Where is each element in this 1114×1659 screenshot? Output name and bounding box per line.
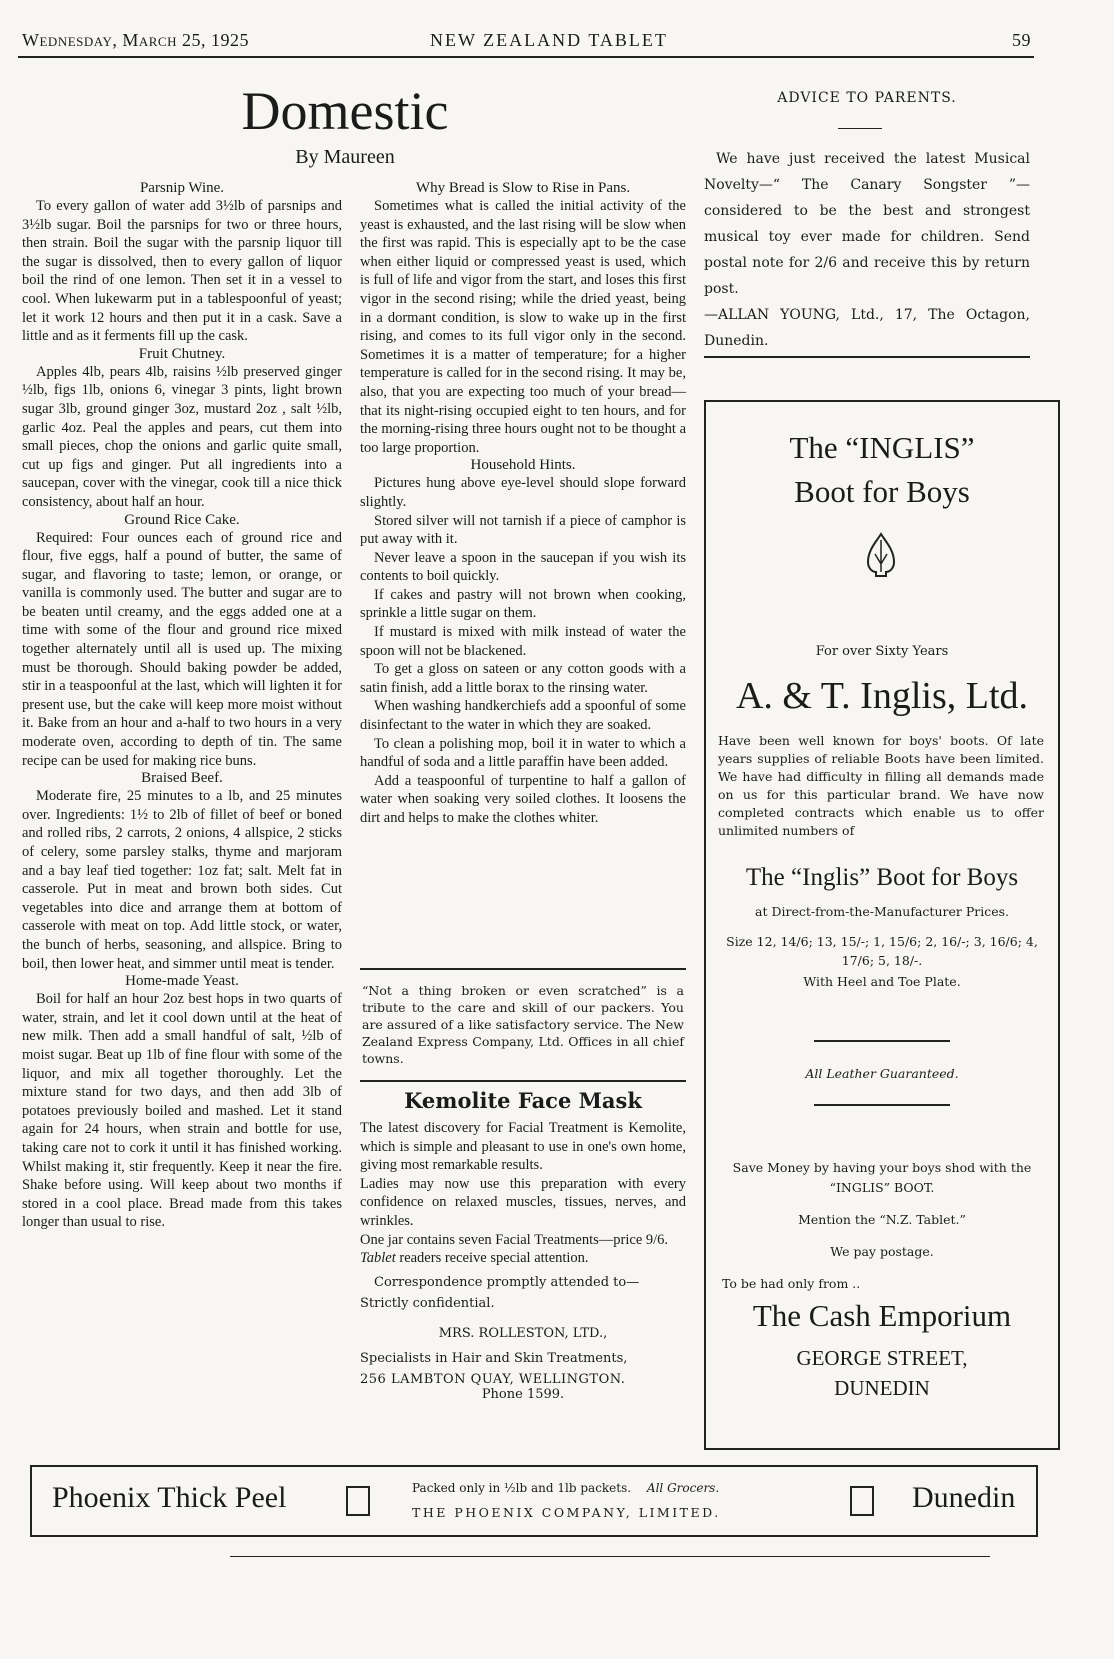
kemolite-tablet-italic: Tablet xyxy=(360,1250,396,1267)
header-date: Wednesday, March 25, 1925 xyxy=(22,30,249,50)
hint-item: To clean a polishing mop, boil it in water to which a handful of soda and a little paraffin have been added. xyxy=(360,735,686,771)
header-rule xyxy=(18,56,1034,58)
inglis-ad-box xyxy=(704,400,1060,1450)
kemolite-company: MRS. ROLLESTON, LTD., xyxy=(438,1325,608,1341)
inglis-save: Save Money by having your boys shod with the “INGLIS” BOOT. xyxy=(732,1160,1032,1195)
phoenix-box-right xyxy=(850,1486,874,1516)
inglis-line1: The “INGLIS” xyxy=(789,430,975,465)
kemolite-p5: Correspondence promptly attended to—Strictly confidential. xyxy=(360,1274,640,1311)
phoenix-packed: Packed only in ½lb and 1lb packets. xyxy=(412,1481,632,1495)
kemolite-title: Kemolite Face Mask xyxy=(404,1088,642,1113)
phoenix-middle-1 xyxy=(412,1481,719,1495)
kemolite-ad xyxy=(360,1088,686,1402)
inglis-rule-1 xyxy=(814,1040,950,1042)
phoenix-ad-box xyxy=(30,1465,1038,1537)
express-top-rule xyxy=(360,968,686,970)
kemolite-specialists: Specialists in Hair and Skin Treatments, xyxy=(360,1350,628,1366)
phoenix-left: Phoenix Thick Peel xyxy=(52,1481,287,1514)
inglis-to-be-had: To be had only from .. xyxy=(722,1276,861,1291)
bread-title: Why Bread is Slow to Rise in Pans. xyxy=(415,180,631,196)
hint-item: Stored silver will not tarnish if a piece of camphor is put away with it. xyxy=(360,512,686,548)
kemolite-address: 256 LAMBTON QUAY, WELLINGTON. xyxy=(360,1371,626,1387)
hint-item: If cakes and pastry will not brown when cooking, sprinkle a little sugar on them. xyxy=(360,586,686,622)
kemolite-p1: The latest discovery for Facial Treatment is Kemolite, which is simple and pleasant to use in one's own home, giving most remarkable results. xyxy=(360,1120,686,1174)
inglis-text: Have been well known for boys' boots. Of late years supplies of reliable Boots have been limited. We have had difficulty in filling all demands made on us for this particular brand. We have now completed contracts which enable us to offer unlimited numbers of xyxy=(718,733,1044,838)
page-number: 59 xyxy=(1012,30,1031,50)
inglis-guarantee: All Leather Guaranteed. xyxy=(805,1066,959,1081)
hint-item: Pictures hung above eye-level should slope forward slightly. xyxy=(360,475,686,510)
inglis-store: The Cash Emporium xyxy=(752,1298,1012,1333)
hint-item: To get a gloss on sateen or any cotton goods with a satin finish, add a little borax to the rinsing water. xyxy=(360,661,686,696)
kemolite-p4 xyxy=(360,1249,686,1268)
inglis-company: A. & T. Inglis, Ltd. xyxy=(735,675,1029,717)
inglis-heel: With Heel and Toe Plate. xyxy=(803,974,961,989)
kemolite-p3: One jar contains seven Facial Treatments—price 9/6. xyxy=(360,1231,669,1248)
hint-item: Never leave a spoon in the saucepan if you wish its contents to boil quickly. xyxy=(360,549,686,585)
kemolite-phone: Phone 1599. xyxy=(481,1386,565,1402)
advice-text: We have just received the latest Musical Novelty—“ The Canary Songster ”—considered to be the best and strongest musical toy ever made for children. Send postal note for 2/6 and receive this by return post. xyxy=(704,151,1030,297)
chutney-text: Apples 4lb, pears 4lb, raisins ½lb preserved ginger ½lb, figs 1lb, onions 6, vinegar 3 pints, light brown sugar 3lb, ground ginger 3oz, mustard 2oz , salt ½lb, garlic 4oz. Peal the apples and pears, cut them into small pieces, chop the onions and garlic quite small, cut up figs and ginger. Put all ingredients into a saucepan, cover with the vinegar, cook till a nice thick consistency, about half an hour. xyxy=(22,363,342,510)
ricecake-text: Required: Four ounces each of ground rice and flour, five eggs, half a pound of butter, the same of sugar, and flavoring to taste; lemon, or orange, or vanilla is commonly used. The butter and sugar are to be beaten until creamy, and the eggs added one at a time with some of the flour and ground rice mixed together alternately until all is used up. The mixing must be thorough. Should baking powder be added, stir in a teaspoonful at the last, which will lighten it for present use, but the cake will keep more moist without it. Bake from an hour and a-half to two hours in a very moderate oven, according to depth of tin. The same recipe can be used for making rice buns. xyxy=(22,529,342,769)
advice-title-rule xyxy=(838,128,882,129)
hint-item: If mustard is mixed with milk instead of water the spoon will not be blackened. xyxy=(360,624,686,659)
advice-bottom-rule xyxy=(704,356,1030,358)
footer-rule xyxy=(230,1556,990,1557)
ricecake-title: Ground Rice Cake. xyxy=(124,511,240,528)
kemolite-p2: Ladies may now use this preparation with every confidence on relaxed muscles, tissues, nerves, and wrinkles. xyxy=(360,1175,686,1229)
domestic-middle-column xyxy=(360,180,686,828)
phoenix-box-left xyxy=(346,1486,370,1516)
inglis-line2: Boot for Boys xyxy=(794,474,970,509)
hint-item: When washing handkerchiefs add a spoonful of some disinfectant to the water in which they are soaked. xyxy=(360,698,686,734)
publication-title: NEW ZEALAND TABLET xyxy=(430,30,668,50)
domestic-left-column xyxy=(22,180,342,1232)
phoenix-grocers: All Grocers. xyxy=(646,1481,720,1495)
chutney-title: Fruit Chutney. xyxy=(138,345,226,362)
inglis-prices-intro: at Direct-from-the-Manufacturer Prices. xyxy=(755,904,1009,919)
express-bottom-rule xyxy=(360,1080,686,1082)
yeast-title: Home-made Yeast. xyxy=(125,973,239,990)
advice-signature: —ALLAN YOUNG, Ltd., 17, The Octagon, Dunedin. xyxy=(704,307,1030,349)
inglis-sizes: Size 12, 14/6; 13, 15/-; 1, 15/6; 2, 16/-; 3, 16/6; 4, 17/6; 5, 18/-. xyxy=(726,934,1038,968)
advice-title: ADVICE TO PARENTS. xyxy=(777,90,957,106)
domestic-title: Domestic xyxy=(241,81,449,141)
hints-title: Household Hints. xyxy=(470,457,576,474)
phoenix-middle-2: THE PHOENIX COMPANY, LIMITED. xyxy=(412,1505,721,1520)
boot-tree-icon xyxy=(864,532,898,578)
inglis-mention: Mention the “N.Z. Tablet.” xyxy=(798,1212,966,1227)
inglis-rule-2 xyxy=(814,1104,950,1106)
yeast-text: Boil for half an hour 2oz best hops in two quarts of water, strain, and let it cool down until at the heat of new milk. Then add a small handful of salt, ½lb of moist sugar. Beat up 1lb of fine flour with some of the liquor, and mix all together thoroughly. Let the mixture stand for two days, and then add 3lb of potatoes previously boiled and mashed. Let it stand again for 24 hours, when strain and bottle for use, taking care not to cork it until it has finished working. Whilst making it, stir frequently. Keep it near the fire. Shake before using. Will keep about two months if stored in a cool place. Bread made from this takes longer than usual to rise. xyxy=(22,991,342,1231)
inglis-years: For over Sixty Years xyxy=(815,644,949,659)
beef-title: Braised Beef. xyxy=(141,770,223,787)
parsnip-text: To every gallon of water add 3½lb of parsnips and 3½lb sugar. Boil the parsnips for two or three hours, then strain. Boil the sugar with the parsnip liquor till the sugar is dissolved, then to every gallon of liquor boil the rind of one lemon. Then set it in a vessel to cool. When lukewarm put in a tablespoonful of yeast; let it work 12 hours and then put it in a cask. Save a little and as it ferments fill up the cask. xyxy=(22,198,342,345)
parsnip-title: Parsnip Wine. xyxy=(139,180,225,196)
inglis-city: DUNEDIN xyxy=(834,1376,930,1400)
phoenix-right: Dunedin xyxy=(912,1481,1016,1514)
advice-ad xyxy=(704,146,1030,354)
inglis-street: GEORGE STREET, xyxy=(796,1346,968,1370)
inglis-boot-line: The “Inglis” Boot for Boys xyxy=(745,864,1019,891)
bread-text: Sometimes what is called the initial activity of the yeast is exhausted, and the last rising will be slow when the first was rapid. This is especially apt to be the case when either liquid or compressed yeast is used, which is full of life and vigor from the start, and loses this first vigor in the second rising; while the dried yeast, being in a dormant condition, is slow to wake up in the first rising, and comes to its full vigor only in the second. Sometimes it is a matter of temperature; for a higher temperature is called for in the second rising. It may be, also, that you are expecting too much of your bread—that its night-rising occupied eight to ten hours, and for the morning-rising three hours ought not to be thought a too large proportion. xyxy=(360,198,686,456)
inglis-postage: We pay postage. xyxy=(830,1244,934,1259)
hint-item: Add a teaspoonful of turpentine to half a gallon of water when soaking very soiled clothes. It loosens the dirt and helps to make the clothes whiter. xyxy=(360,772,686,826)
express-ad-text: “Not a thing broken or even scratched” is a tribute to the care and skill of our packers. You are assured of a like satisfactory service. The New Zealand Express Company, Ltd. Offices in all chief towns. xyxy=(362,983,684,1066)
kemolite-p4-rest: readers receive special attention. xyxy=(395,1250,589,1267)
domestic-byline: By Maureen xyxy=(295,146,395,168)
beef-text: Moderate fire, 25 minutes to a lb, and 25 minutes over. Ingredients: 1½ to 2lb of fillet of beef or boned and rolled ribs, 2 carrots, 2 onions, 4 allspice, 2 sticks of celery, some parsley stalks, thyme and marjoram and a bay leaf tied together: 1oz fat; salt. Melt fat in casserole. Put in meat and brown both sides. Cut vegetables into dice and arrange them at bottom of casserole with meat on top. Add little stock, or water, the bunch of herbs, seasoning, and allspice. Bring to boil, then lower heat, and simmer until meat is tender. xyxy=(22,788,342,972)
